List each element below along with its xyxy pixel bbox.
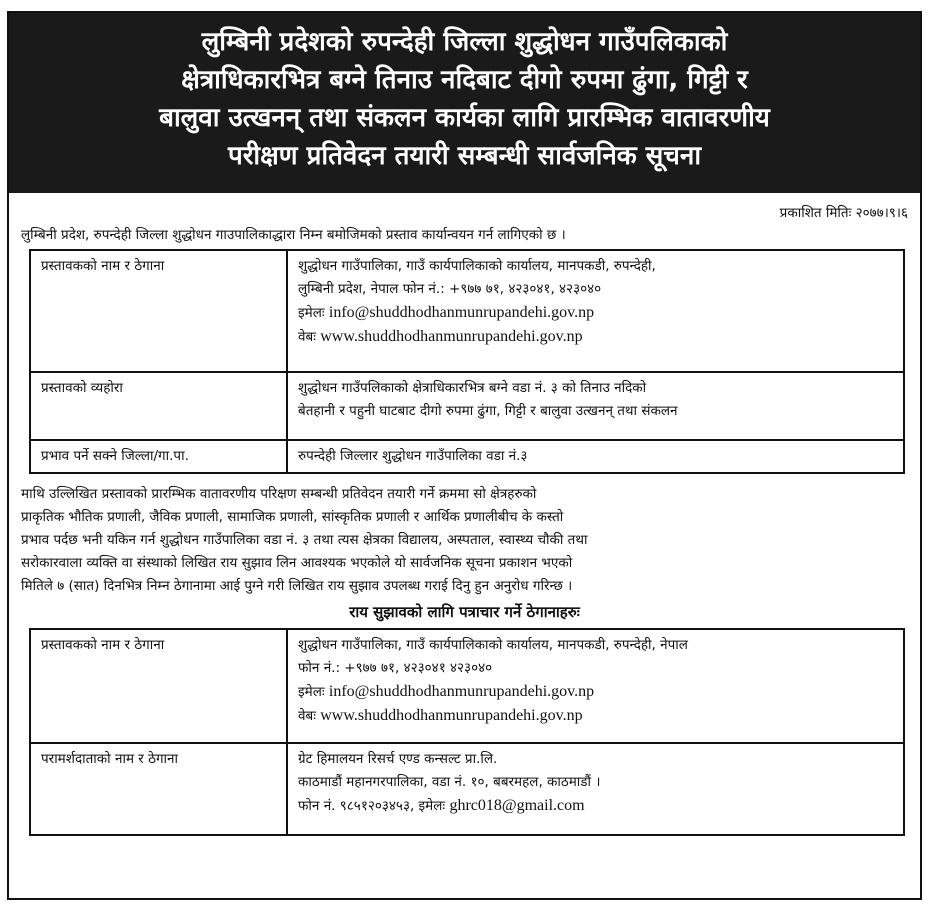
value-line: ग्रेट हिमालयन रिसर्च एण्ड कन्सल्ट प्रा.लि.	[298, 751, 498, 767]
email-link[interactable]: info@shuddhodhanmunrupandehi.gov.np	[328, 683, 595, 700]
web-prefix: वेबः	[298, 708, 316, 724]
row-value: रुपन्देही जिल्लार शुद्धोधन गाउँपालिका वडा नं.३	[287, 440, 904, 473]
table-row	[30, 372, 904, 440]
published-date: प्रकाशित मितिः २०७७।९।६	[779, 205, 908, 221]
correspondence-table	[29, 628, 905, 836]
proposal-table	[29, 249, 905, 474]
web-prefix: वेबः	[298, 329, 316, 345]
row-label: प्रभाव पर्ने सक्ने जिल्ला/गा.पा.	[30, 440, 287, 473]
value-line: बेतहानी र पहुनी घाटबाट दीगो रुपमा ढुंगा, गिट्टी र बालुवा उत्खनन् तथा संकलन	[298, 403, 678, 419]
email-prefix: इमेलः	[298, 305, 325, 321]
web-link[interactable]: www.shuddhodhanmunrupandehi.gov.np	[320, 328, 583, 345]
row-label: प्रस्तावकको नाम र ठेगाना	[30, 629, 287, 743]
email-link[interactable]: ghrc018@gmail.com	[449, 797, 585, 814]
email-line	[298, 301, 893, 325]
paragraph-line: माथि उल्लिखित प्रस्तावको प्रारम्भिक वातावरणीय परिक्षण सम्बन्धी प्रतिवेदन तयारी गर्ने क्रममा सो क्षेत्रहरुको	[21, 486, 537, 502]
request-paragraph	[9, 474, 920, 598]
email-link[interactable]: info@shuddhodhanmunrupandehi.gov.np	[328, 304, 595, 321]
value-line: शुद्धोधन गाउँपालिका, गाउँ कार्यपालिकाको कार्यालय, मानपकडी, रुपन्देही, नेपाल	[298, 637, 688, 653]
row-value	[287, 629, 904, 743]
title-line: क्षेत्राधिकारभित्र बग्ने तिनाउ नदिबाट दीगो रुपमा ढुंगा, गिट्टी र	[181, 65, 748, 95]
value-line: काठमाडौं महानगरपालिका, वडा नं. १०, बबरमहल, काठमाडौं ।	[298, 774, 601, 790]
row-label: परामर्शदाताको नाम र ठेगाना	[30, 743, 287, 835]
paragraph-line: सरोकारवाला व्यक्ति वा संस्थाको लिखित राय सुझाव लिन आवश्यक भएकोले यो सार्वजनिक सूचना प्रकाशन भएको	[21, 555, 573, 571]
title-line: बालुवा उत्खनन् तथा संकलन कार्यका लागि प्रारम्भिक वातावरणीय	[159, 103, 770, 133]
paragraph-line: मितिले ७ (सात) दिनभित्र निम्न ठेगानामा आई पुग्ने गरी लिखित राय सुझाव उपलब्ध गराई दिनु हुन अनुरोध गरिन्छ ।	[21, 578, 573, 594]
row-value	[287, 372, 904, 440]
email-prefix: इमेलः	[298, 684, 325, 700]
web-line	[298, 704, 893, 728]
public-notice	[7, 11, 922, 900]
title-line: लुम्बिनी प्रदेशको रुपन्देही जिल्ला शुद्धोधन गाउँपलिकाको	[201, 27, 728, 57]
value-line: फोन नं.: +९७७ ७१, ४२३०४१ ४२३०४०	[298, 660, 493, 676]
title-line: परीक्षण प्रतिवेदन तयारी सम्बन्धी सार्वजनिक सूचना	[227, 141, 702, 171]
notice-title	[9, 13, 920, 193]
paragraph-line: प्रभाव पर्दछ भनी यकिन गर्न शुद्धोधन गाउँपालिका वडा नं. ३ तथा त्यस क्षेत्रका विद्यालय, अस्पताल, स्वास्थ्य चौकी तथा	[21, 532, 588, 548]
phone-email-line	[298, 794, 893, 818]
value-line: शुद्धोधन गाउँपलिकाको क्षेत्राधिकारभित्र बग्ने वडा नं. ३ को तिनाउ नदिको	[298, 380, 647, 396]
table-row	[30, 629, 904, 743]
value-line: शुद्धोधन गाउँपालिका, गाउँ कार्यपालिकाको कार्यालय, मानपकडी, रुपन्देही,	[298, 258, 656, 274]
row-value	[287, 250, 904, 372]
table-row	[30, 743, 904, 835]
phone-prefix: फोन नं. ९८५१२०३४५३, इमेलः	[298, 798, 446, 814]
value-line: लुम्बिनी प्रदेश, नेपाल फोन नं.: +९७७ ७१, ४२३०४१, ४२३०४०	[298, 281, 602, 297]
intro-text: लुम्बिनी प्रदेश, रुपन्देही जिल्ला शुद्धोधन गाउपालिकाद्धारा निम्न बमोजिमको प्रस्ताव कार्यान्वयन गर्न लागिएको छ ।	[21, 227, 566, 243]
email-line	[298, 680, 893, 704]
web-line	[298, 325, 893, 349]
paragraph-line: प्राकृतिक भौतिक प्रणाली, जैविक प्रणाली, सामाजिक प्रणाली, सांस्कृतिक प्रणाली र आर्थिक प्रणालीबीच के कस्तो	[21, 509, 564, 525]
row-label: प्रस्तावको व्यहोरा	[30, 372, 287, 440]
table-row	[30, 440, 904, 473]
table-row	[30, 250, 904, 372]
web-link[interactable]: www.shuddhodhanmunrupandehi.gov.np	[320, 707, 583, 724]
correspondence-heading: राय सुझावको लागि पत्राचार गर्ने ठेगानाहरुः	[349, 603, 580, 621]
row-value	[287, 743, 904, 835]
row-label: प्रस्तावकको नाम र ठेगाना	[30, 250, 287, 372]
